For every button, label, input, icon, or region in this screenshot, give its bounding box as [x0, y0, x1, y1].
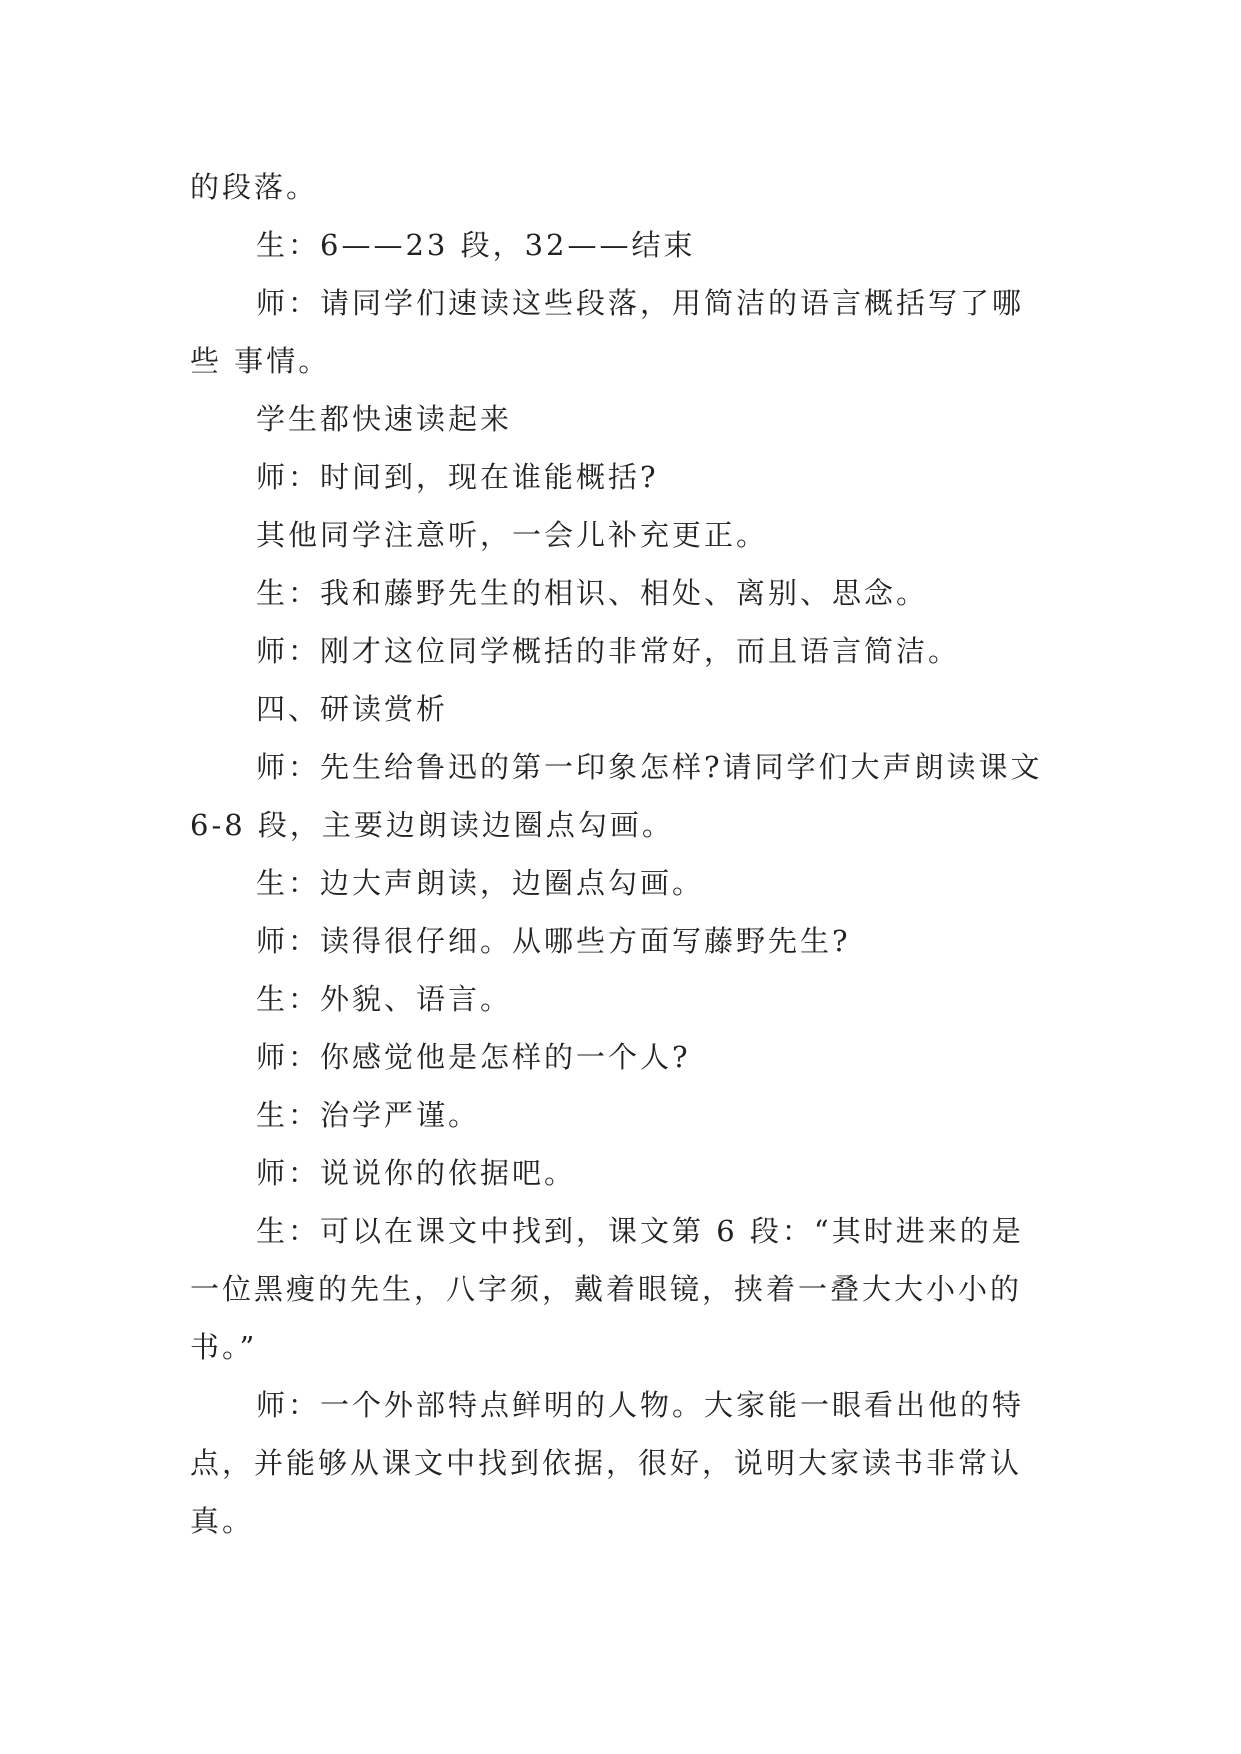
paragraph: 学生都快速读起来	[256, 402, 513, 436]
paragraph: 其他同学注意听，一会儿补充更正。	[256, 518, 769, 552]
paragraph: 师：时间到，现在谁能概括?	[256, 460, 659, 494]
paragraph: 师：请同学们速读这些段落，用简洁的语言概括写了哪些 事情。	[190, 286, 1025, 378]
paragraph: 师：读得很仔细。从哪些方面写藤野先生?	[256, 924, 851, 958]
paragraph: 生：我和藤野先生的相识、相处、离别、思念。	[256, 576, 929, 610]
paragraph: 生：外貌、语言。	[256, 982, 513, 1016]
paragraph: 师：一个外部特点鲜明的人物。大家能一眼看出他的特点，并能够从课文中找到依据，很好，说明大家读书非常认真。	[190, 1388, 1025, 1538]
paragraph: 师：先生给鲁迅的第一印象怎样?请同学们大声朗读课文 6-8 段，主要边朗读边圈点勾画。	[190, 750, 1043, 842]
paragraph: 生：6——23 段，32——结束	[256, 228, 696, 262]
paragraph: 生：可以在课文中找到，课文第 6 段：“其时进来的是一位黑瘦的先生，八字须，戴着眼镜，挟着一叠大大小小的书。”	[190, 1214, 1024, 1364]
paragraph: 的段落。	[190, 170, 319, 204]
section-heading: 四、研读赏析	[256, 692, 449, 726]
paragraph: 生：边大声朗读，边圈点勾画。	[256, 866, 705, 900]
paragraph: 师：说说你的依据吧。	[256, 1156, 577, 1190]
text-body	[190, 158, 1050, 1550]
paragraph: 生：治学严谨。	[256, 1098, 481, 1132]
paragraph: 师：刚才这位同学概括的非常好，而且语言简洁。	[256, 634, 961, 668]
paragraph: 师：你感觉他是怎样的一个人?	[256, 1040, 691, 1074]
